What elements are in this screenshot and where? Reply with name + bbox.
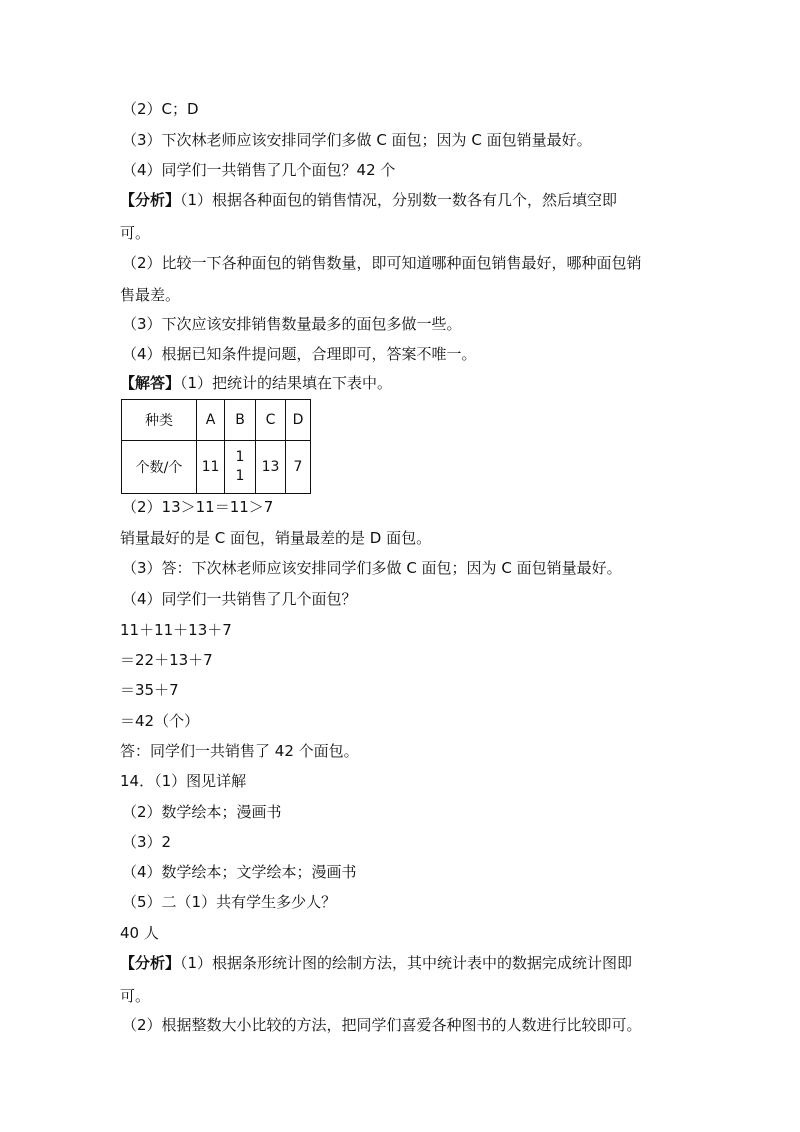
table-cell: 7	[286, 441, 311, 494]
table-row	[122, 441, 311, 494]
question-14-answer-1: 14．（1）图见详解	[120, 772, 247, 790]
solution-line-1	[120, 373, 392, 393]
question-14-answer-4: （4）数学绘本；文学绘本；漫画书	[122, 863, 357, 881]
table-cell	[225, 441, 256, 494]
table-header-cell: A	[197, 400, 225, 441]
analysis-14-line-1-cont: 可。	[120, 987, 151, 1005]
solution-line-2: （2）13＞11＝11＞7	[122, 498, 274, 516]
analysis-line-1	[120, 190, 617, 210]
solution-line-2-cont: 销量最好的是 C 面包，销量最差的是 D 面包。	[120, 529, 432, 547]
analysis-line-4: （4）根据已知条件提问题，合理即可，答案不唯一。	[122, 345, 477, 363]
calc-line-3: ＝35＋7	[120, 681, 179, 699]
table-cell-wrapped: 11	[235, 449, 245, 484]
calc-line-1: 11＋11＋13＋7	[120, 621, 232, 639]
statistics-table	[121, 399, 311, 494]
solution-text: （1）把统计的结果填在下表中。	[180, 374, 393, 392]
analysis-text: （1）根据条形统计图的绘制方法，其中统计表中的数据完成统计图即	[180, 954, 633, 972]
answer-3: （3）下次林老师应该安排同学们多做 C 面包；因为 C 面包销量最好。	[122, 131, 592, 149]
analysis-line-1-cont: 可。	[120, 224, 151, 242]
analysis-14-line-1	[120, 953, 632, 973]
table-header-cell: 种类	[122, 400, 197, 441]
solution-line-4: （4）同学们一共销售了几个面包？	[122, 590, 357, 608]
analysis-line-2-cont: 售最差。	[120, 286, 181, 304]
answer-4: （4）同学们一共销售了几个面包？42 个	[122, 161, 396, 179]
analysis-tag: 【分析】	[120, 954, 181, 972]
table-cell: 13	[256, 441, 286, 494]
question-14-answer-5: （5）二（1）共有学生多少人？	[122, 893, 337, 911]
solution-tag: 【解答】	[120, 374, 181, 392]
question-14-answer-2: （2）数学绘本；漫画书	[122, 803, 282, 821]
analysis-line-3: （3）下次应该安排销售数量最多的面包多做一些。	[122, 315, 462, 333]
solution-line-3: （3）答：下次林老师应该安排同学们多做 C 面包；因为 C 面包销量最好。	[122, 559, 622, 577]
calc-answer: 答：同学们一共销售了 42 个面包。	[120, 742, 359, 760]
analysis-line-2: （2）比较一下各种面包的销售数量，即可知道哪种面包销售最好，哪种面包销	[122, 254, 642, 272]
table-header-cell: D	[286, 400, 311, 441]
calc-line-4: ＝42（个）	[120, 712, 200, 730]
table-cell: 11	[197, 441, 225, 494]
table-cell: 个数/个	[122, 441, 197, 494]
table-header-cell: C	[256, 400, 286, 441]
calc-line-2: ＝22＋13＋7	[120, 651, 213, 669]
analysis-14-line-2: （2）根据整数大小比较的方法，把同学们喜爱各种图书的人数进行比较即可。	[122, 1016, 642, 1034]
question-14-answer-5-result: 40 人	[120, 924, 159, 942]
table-header-cell: B	[225, 400, 256, 441]
answer-2: （2）C；D	[122, 100, 199, 118]
question-14-answer-3: （3）2	[122, 833, 172, 851]
analysis-tag: 【分析】	[120, 191, 181, 209]
table-header-row	[122, 400, 311, 441]
analysis-text: （1）根据各种面包的销售情况，分别数一数各有几个，然后填空即	[180, 191, 618, 209]
